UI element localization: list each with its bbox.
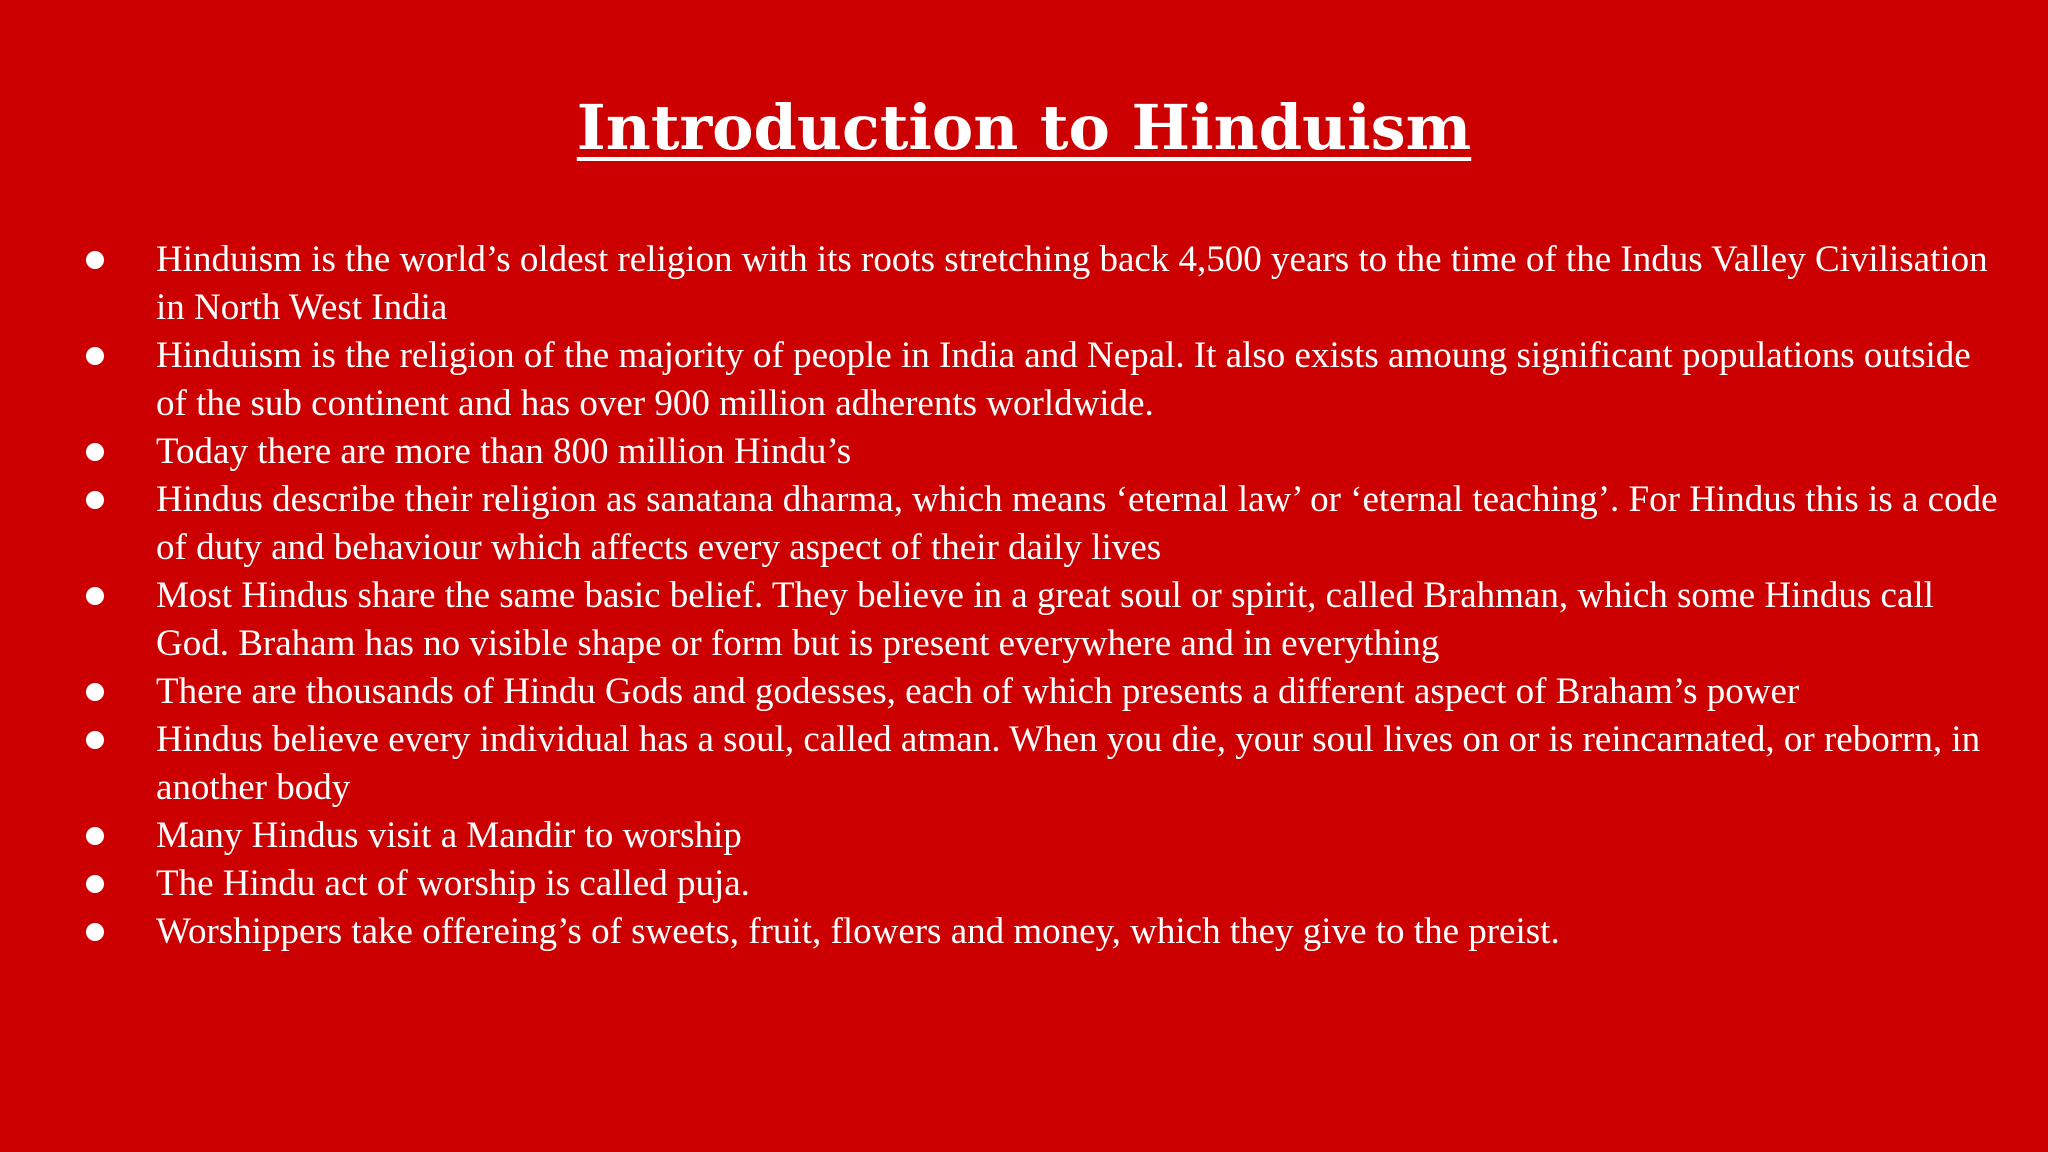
- bullet-text: Most Hindus share the same basic belief. They believe in a great soul or spirit, called Brahman, which some Hindus call God. Braham has no visible shape or form but is present everywhere and in everything: [156, 575, 1934, 664]
- bullet-item: [0, 860, 2048, 908]
- bullet-icon: [86, 827, 104, 845]
- bullet-icon: [86, 923, 104, 941]
- bullet-item: [0, 428, 2048, 476]
- bullet-text: Hinduism is the world’s oldest religion with its roots stretching back 4,500 years to the time of the Indus Valley Civilisation in North West India: [156, 239, 1988, 328]
- bullet-icon: [86, 443, 104, 461]
- bullet-icon: [86, 587, 104, 605]
- bullet-item: [0, 908, 2048, 956]
- bullet-item: [0, 572, 2048, 668]
- bullet-item: [0, 668, 2048, 716]
- bullet-icon: [86, 875, 104, 893]
- bullet-item: [0, 716, 2048, 812]
- bullet-item: [0, 332, 2048, 428]
- bullet-item: [0, 812, 2048, 860]
- bullet-text: Many Hindus visit a Mandir to worship: [156, 815, 742, 856]
- bullet-text: There are thousands of Hindu Gods and godesses, each of which presents a different aspect of Braham’s power: [156, 671, 1800, 712]
- bullet-text: The Hindu act of worship is called puja.: [156, 863, 750, 904]
- bullet-icon: [86, 731, 104, 749]
- bullet-text: Worshippers take offereing’s of sweets, fruit, flowers and money, which they give to the preist.: [156, 911, 1560, 952]
- bullet-text: Hindus believe every individual has a soul, called atman. When you die, your soul lives on or is reincarnated, or reborrn, in another body: [156, 719, 1981, 808]
- bullet-item: [0, 236, 2048, 332]
- bullet-item: [0, 476, 2048, 572]
- bullet-text: Today there are more than 800 million Hindu’s: [156, 431, 852, 472]
- bullet-text: Hindus describe their religion as sanatana dharma, which means ‘eternal law’ or ‘eternal teaching’. For Hindus this is a code of duty and behaviour which affects every aspect of their daily lives: [156, 479, 1998, 568]
- bullet-icon: [86, 347, 104, 365]
- slide-title-text: Introduction to Hinduism: [576, 91, 1472, 164]
- bullet-text: Hinduism is the religion of the majority of people in India and Nepal. It also exists amoung significant populations outside of the sub continent and has over 900 million adherents worldwide.: [156, 335, 1971, 424]
- slide-title: [0, 88, 2048, 168]
- bullet-list: [0, 236, 2048, 956]
- bullet-icon: [86, 491, 104, 509]
- bullet-icon: [86, 683, 104, 701]
- bullet-icon: [86, 251, 104, 269]
